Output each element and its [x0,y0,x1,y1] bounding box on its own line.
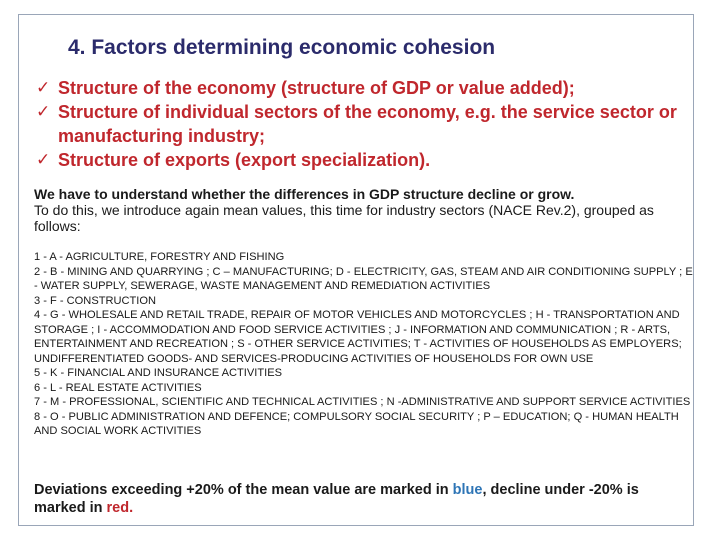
check-mark-icon: ✓ [36,150,51,169]
sector-item: 2 - B - MINING AND QUARRYING ; C – MANUFACTURING; D - ELECTRICITY, GAS, STEAM AND AIR CONDITIONING SUPPLY ; E - WATER SUPPLY, SEWERAGE, WASTE MANAGEMENT AND REMEDIATION ACTIVITIES [34,265,693,292]
sector-item: 4 - G - WHOLESALE AND RETAIL TRADE, REPAIR OF MOTOR VEHICLES AND MOTORCYCLES ; H - TRANSPORTATION AND STORAGE ; I - ACCOMMODATION AND FOOD SERVICE ACTIVITIES ; J - INFORMATION AND COMMUNICATION ; R - ARTS, ENTERTAINMENT AND RECREATION ; S - OTHER SERVICE ACTIVITIES; T - ACTIVITIES OF HOUSEHOLDS AS EMPLOYERS; UNDIFFERENTIATED GOODS- AND SERVICES-PRODUCING ACTIVITIES OF HOUSEHOLDS FOR OWN USE [34,309,682,365]
conclusion-note [34,481,694,517]
check-mark-icon: ✓ [36,78,51,97]
conclusion-text-1: Deviations exceeding +20% of the mean value are marked in [34,482,453,498]
checklist-item [36,76,686,100]
blue-marker-word: blue [452,482,483,498]
check-mark-icon: ✓ [36,102,51,121]
checklist-item-text: Structure of individual sectors of the economy, e.g. the service sector or manufacturing industry; [58,102,677,146]
checklist-item [36,100,686,148]
factor-checklist [36,76,686,172]
intro-line-1: We have to understand whether the differences in GDP structure decline or grow. [34,186,575,202]
sector-item: 3 - F - CONSTRUCTION [34,294,157,307]
sector-item: 8 - O - PUBLIC ADMINISTRATION AND DEFENCE; COMPULSORY SOCIAL SECURITY ; P – EDUCATION; Q - HUMAN HEALTH AND SOCIAL WORK ACTIVITIES [34,410,679,437]
sector-item: 7 - M - PROFESSIONAL, SCIENTIFIC AND TECHNICAL ACTIVITIES ; N -ADMINISTRATIVE AND SUPPORT SERVICE ACTIVITIES [34,396,691,408]
sector-list [34,250,694,439]
red-marker-word: red. [106,500,134,516]
sector-item: 6 - L - REAL ESTATE ACTIVITIES [34,381,202,394]
conclusion-text-2: , decline under -20% is marked in [34,482,639,516]
sector-item: 1 - A - AGRICULTURE, FORESTRY AND FISHING [34,251,285,263]
page-title: 4. Factors determining economic cohesion [68,36,496,59]
sector-item: 5 - K - FINANCIAL AND INSURANCE ACTIVITIES [34,367,283,379]
intro-line-2: To do this, we introduce again mean values, this time for industry sectors (NACE Rev.2), grouped as follows: [34,202,654,234]
checklist-item-text: Structure of exports (export specialization). [58,150,431,170]
intro-paragraph [34,186,694,234]
checklist-item [36,148,686,172]
checklist-item-text: Structure of the economy (structure of GDP or value added); [58,78,575,98]
